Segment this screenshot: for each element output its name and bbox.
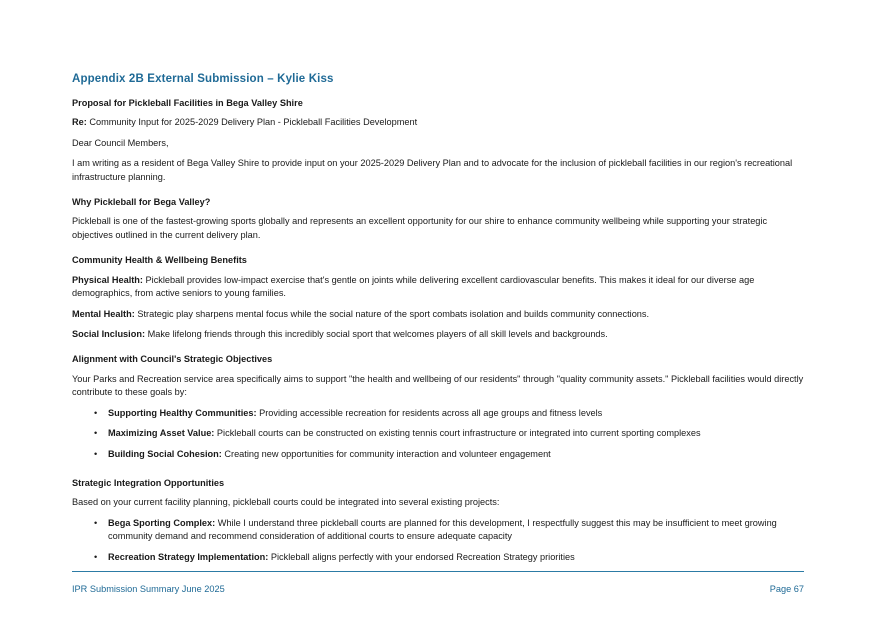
list-item-lead: Maximizing Asset Value: <box>108 428 215 439</box>
benefit-lead: Physical Health: <box>72 274 143 285</box>
footer-document-label: IPR Submission Summary June 2025 <box>72 584 225 594</box>
list-item <box>72 427 804 440</box>
bullet-marker-icon: • <box>94 448 98 459</box>
re-line <box>72 116 804 129</box>
spacer <box>72 468 804 477</box>
footer-divider <box>72 571 804 572</box>
page-footer <box>72 571 804 594</box>
bullet-marker-icon: • <box>94 551 98 562</box>
benefit-lead: Mental Health: <box>72 308 135 319</box>
benefit-text: Strategic play sharpens mental focus while the social nature of the sport combats isolation and builds community connections. <box>134 308 650 319</box>
page-title: Appendix 2B External Submission – Kylie Kiss <box>72 73 334 85</box>
list-item-text: Creating new opportunities for community interaction and volunteer engagement <box>221 448 551 459</box>
footer-page-number: Page 67 <box>769 584 804 594</box>
benefit-lead: Social Inclusion: <box>72 329 146 339</box>
list-item-text: Pickleball courts can be constructed on existing tennis court infrastructure or integrated into current sporting complexes <box>214 428 701 439</box>
alignment-bullet-list <box>72 407 804 461</box>
strategic-integration-bullet-list <box>72 517 804 564</box>
intro-paragraph: I am writing as a resident of Bega Valley Shire to provide input on your 2025-2029 Delivery Plan and to advocate for the inclusion of pickleball facilities in our region's recreational infrastructure planning. <box>72 158 793 182</box>
bullet-marker-icon: • <box>94 517 98 528</box>
section-heading-community-health: Community Health & Wellbeing Benefits <box>72 255 247 266</box>
list-item <box>72 551 804 564</box>
benefit-mental-health <box>72 308 804 321</box>
list-item <box>72 407 804 420</box>
benefit-physical-health <box>72 274 804 301</box>
section-heading-strategic-integration: Strategic Integration Opportunities <box>72 477 225 488</box>
benefit-text: Pickleball provides low-impact exercise that's gentle on joints while delivering excellent cardiovascular benefits. This makes it ideal for our diverse age demographics, from active seniors to young families. <box>72 274 755 299</box>
list-item-lead: Bega Sporting Complex: <box>108 517 216 528</box>
list-item-text: Providing accessible recreation for residents across all age groups and fitness levels <box>256 407 603 418</box>
benefit-text: Make lifelong friends through this incredibly social sport that welcomes players of all skill levels and backgrounds. <box>145 329 608 339</box>
list-item-text: Pickleball aligns perfectly with your endorsed Recreation Strategy priorities <box>268 551 575 562</box>
benefit-social-inclusion <box>72 328 804 341</box>
section-heading-alignment: Alignment with Council's Strategic Objectives <box>72 354 273 365</box>
list-item <box>72 448 804 461</box>
list-item <box>72 517 804 544</box>
proposal-heading: Proposal for Pickleball Facilities in Bega Valley Shire <box>72 97 303 108</box>
list-item-lead: Recreation Strategy Implementation: <box>108 551 269 562</box>
footer-row <box>72 584 804 594</box>
list-item-text: While I understand three pickleball courts are planned for this development, I respectfully suggest this may be insufficient to meet growing community demand and recommend consideration of additional courts to ensure adequate capacity <box>108 517 777 542</box>
section-heading-why-pickleball: Why Pickleball for Bega Valley? <box>72 197 211 208</box>
salutation: Dear Council Members, <box>72 137 169 148</box>
re-text: Community Input for 2025-2029 Delivery Plan - Pickleball Facilities Development <box>86 117 418 128</box>
re-label: Re: <box>72 117 87 128</box>
list-item-lead: Building Social Cohesion: <box>108 448 222 459</box>
bullet-marker-icon: • <box>94 407 98 418</box>
strategic-integration-paragraph: Based on your current facility planning, pickleball courts could be integrated into several existing projects: <box>72 497 500 508</box>
alignment-paragraph: Your Parks and Recreation service area specifically aims to support "the health and wellbeing of our residents" through "quality community assets." Pickleball facilities would directly contribute to these goals by: <box>72 373 804 398</box>
bullet-marker-icon: • <box>94 428 98 439</box>
why-pickleball-paragraph: Pickleball is one of the fastest-growing sports globally and represents an excellent opportunity for our shire to enhance community wellbeing while supporting your strategic objectives outlined in the current delivery plan. <box>72 216 768 240</box>
list-item-lead: Supporting Healthy Communities: <box>108 407 257 418</box>
